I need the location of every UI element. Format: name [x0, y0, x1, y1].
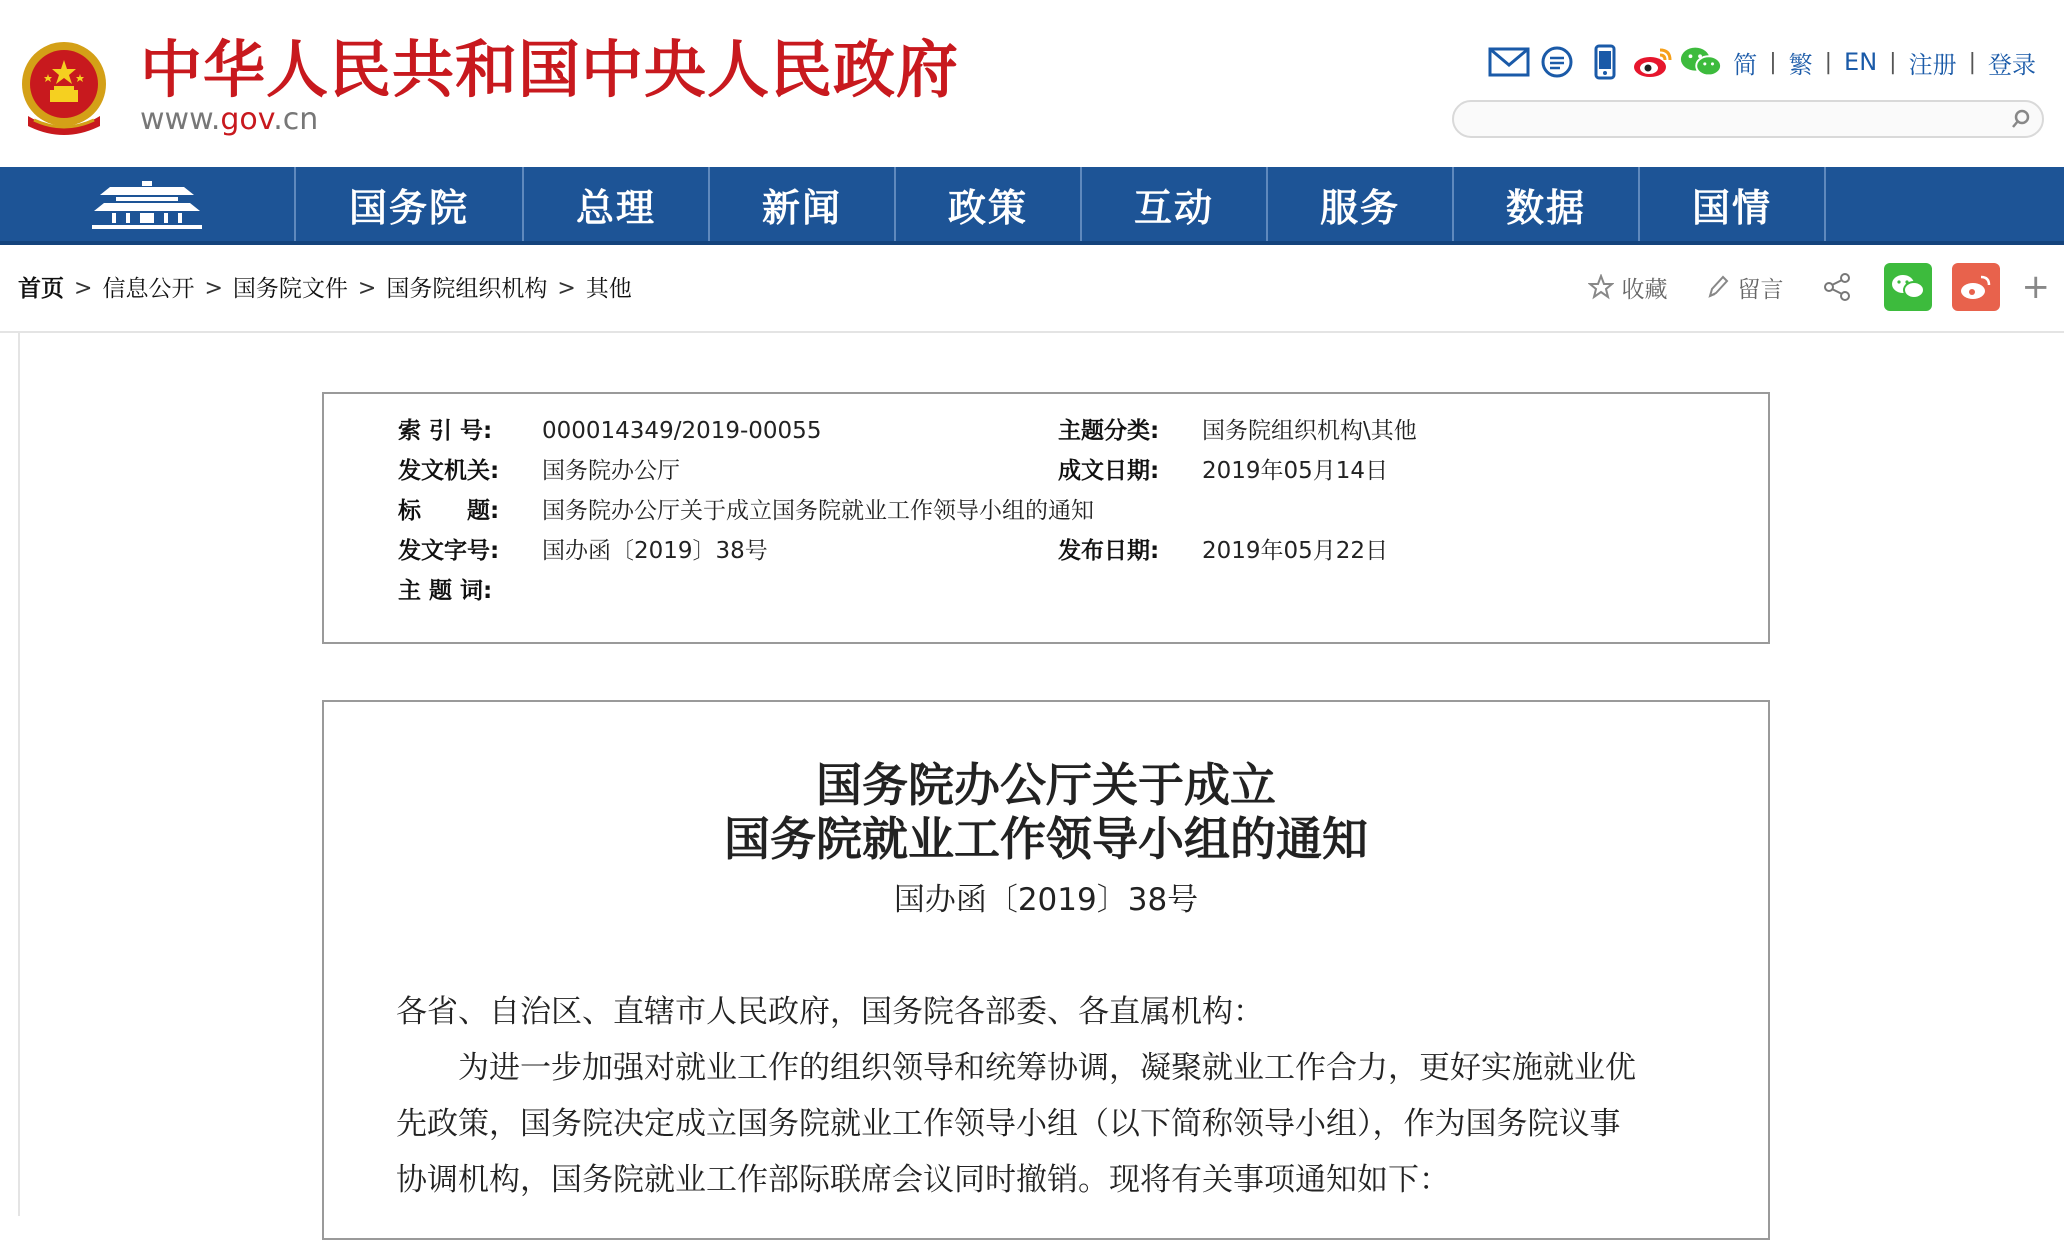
issuer-label: 发文机关:: [398, 458, 500, 484]
separator: |: [1968, 49, 1976, 75]
nav-item-premier[interactable]: 总理: [524, 167, 710, 241]
breadcrumb-state-council-docs[interactable]: 国务院文件: [232, 276, 348, 302]
weibo-icon[interactable]: [1631, 42, 1675, 82]
separator: |: [1824, 49, 1833, 75]
document-number: 国办函〔2019〕38号: [893, 882, 1199, 918]
share-icon[interactable]: [1822, 272, 1860, 302]
star-icon: [1588, 274, 1614, 300]
national-emblem-logo[interactable]: [18, 38, 110, 142]
publish-date-label: 发布日期:: [1058, 538, 1160, 564]
top-tools: [1483, 42, 2036, 82]
language-links: [1733, 45, 2036, 80]
search-input[interactable]: [1470, 106, 1994, 134]
title-value: 国务院办公厅关于成立国务院就业工作领导小组的通知: [542, 498, 1094, 524]
index-no-label: 索 引 号:: [398, 418, 493, 444]
pencil-icon: [1706, 274, 1730, 300]
breadcrumb-separator: >: [357, 276, 377, 301]
breadcrumb-separator: >: [204, 276, 223, 301]
site-title[interactable]: 中华人民共和国中央人民政府: [140, 33, 960, 106]
site-url-domain: gov: [220, 102, 274, 137]
breadcrumb-organizations[interactable]: 国务院组织机构: [386, 276, 548, 302]
document-body: [322, 700, 1770, 1240]
breadcrumb-other[interactable]: 其他: [585, 276, 632, 302]
site-url[interactable]: [140, 102, 318, 138]
login-link[interactable]: 登录: [1988, 50, 2036, 79]
nav-item-interaction[interactable]: 互动: [1082, 167, 1268, 241]
search-box: [1452, 100, 2044, 138]
message-icon[interactable]: [1535, 42, 1579, 82]
nav-item-state-council[interactable]: 国务院: [296, 167, 524, 241]
salutation: 各省、自治区、直辖市人民政府，国务院各部委、各直属机构：: [396, 994, 1264, 1030]
nav-item-services[interactable]: 服务: [1268, 167, 1454, 241]
title-label: 标 题:: [398, 498, 500, 524]
favorite-label: 收藏: [1621, 276, 1668, 303]
written-date-label: 成文日期:: [1058, 458, 1160, 484]
share-wechat-icon[interactable]: [1884, 263, 1932, 311]
nav-items: [296, 167, 1826, 241]
lang-english-link[interactable]: EN: [1844, 48, 1878, 76]
main-nav: [0, 167, 2064, 245]
breadcrumb-home[interactable]: 首页: [18, 276, 64, 302]
lang-simplified-link[interactable]: 简: [1733, 50, 1758, 79]
mail-icon[interactable]: [1487, 42, 1531, 82]
breadcrumb-bar: [0, 245, 2064, 333]
nav-item-data[interactable]: 数据: [1454, 167, 1640, 241]
site-url-prefix: www.: [140, 102, 221, 137]
nav-item-news[interactable]: 新闻: [710, 167, 896, 241]
keywords-label: 主 题 词:: [398, 578, 493, 604]
nav-item-policy[interactable]: 政策: [896, 167, 1082, 241]
doc-no-label: 发文字号:: [398, 538, 500, 564]
topic-value: 国务院组织机构\其他: [1202, 418, 1417, 444]
breadcrumb-separator: >: [557, 276, 576, 301]
site-header: [0, 0, 2064, 167]
body-line-3: 协调机构，国务院就业工作部际联席会议同时撤销。现将有关事项通知如下：: [396, 1162, 1450, 1198]
register-link[interactable]: 注册: [1908, 50, 1957, 79]
document-meta-box: [322, 392, 1770, 644]
site-url-suffix: .cn: [273, 102, 319, 137]
lang-traditional-link[interactable]: 繁: [1788, 50, 1813, 79]
wechat-icon[interactable]: [1679, 42, 1723, 82]
publish-date-value: 2019年05月22日: [1202, 538, 1389, 564]
share-toolbar: [1588, 259, 2055, 315]
nav-home-gate-icon[interactable]: [0, 167, 296, 241]
comment-label: 留言: [1737, 276, 1784, 303]
body-line-2: 先政策，国务院决定成立国务院就业工作领导小组（以下简称领导小组），作为国务院议事: [396, 1106, 1621, 1142]
separator: |: [1769, 49, 1777, 75]
more-share-button[interactable]: +: [2021, 267, 2050, 307]
issuer-value: 国务院办公厅: [542, 458, 680, 484]
nav-item-national-info[interactable]: 国情: [1640, 167, 1826, 241]
mobile-icon[interactable]: [1583, 42, 1627, 82]
document-title-line-1: 国务院办公厅关于成立: [816, 758, 1276, 812]
doc-no-value: 国办函〔2019〕38号: [542, 538, 768, 564]
comment-button[interactable]: [1706, 271, 1784, 304]
topic-label: 主题分类:: [1058, 418, 1160, 444]
share-weibo-icon[interactable]: [1952, 263, 2000, 311]
separator: |: [1889, 49, 1897, 75]
body-line-1: 为进一步加强对就业工作的组织领导和统筹协调，凝聚就业工作合力，更好实施就业优: [458, 1050, 1636, 1086]
favorite-button[interactable]: [1588, 271, 1668, 304]
search-icon[interactable]: [2006, 105, 2036, 133]
breadcrumb-separator: >: [74, 276, 93, 301]
document-title-line-2: 国务院就业工作领导小组的通知: [724, 812, 1368, 866]
written-date-value: 2019年05月14日: [1202, 458, 1389, 484]
breadcrumb-info-disclosure[interactable]: 信息公开: [102, 276, 195, 302]
breadcrumb: [18, 269, 632, 309]
index-no-value: 000014349/2019-00055: [542, 418, 822, 444]
